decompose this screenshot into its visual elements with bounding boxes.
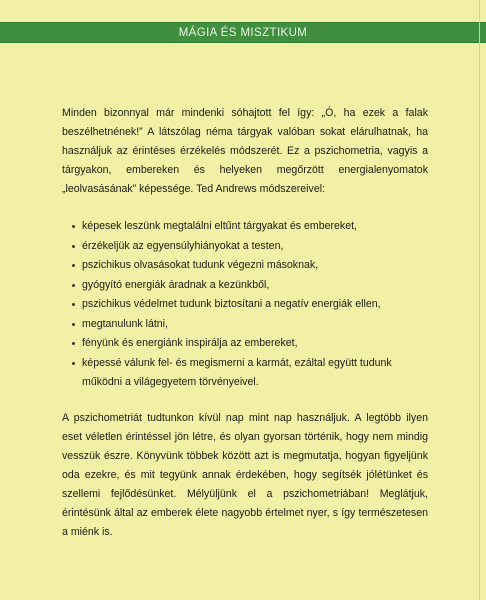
list-item-text: képesek leszünk megtalálni eltűnt tárgyakat és embereket, bbox=[82, 220, 357, 232]
page-edge bbox=[479, 0, 480, 600]
bullet-icon bbox=[72, 264, 75, 267]
list-item-text: gyógyító energiák áradnak a kezünkből, bbox=[82, 278, 270, 291]
list-item bbox=[72, 295, 428, 315]
bullet-icon bbox=[72, 284, 75, 287]
page-content bbox=[62, 104, 428, 542]
list-item bbox=[72, 217, 428, 237]
header-band bbox=[0, 22, 486, 43]
list-item-text: fényünk és energiánk inspirálja az embereket, bbox=[82, 337, 298, 349]
bullet-icon bbox=[72, 303, 75, 306]
bullet-icon bbox=[72, 225, 75, 228]
bullet-icon bbox=[72, 323, 75, 326]
list-item bbox=[72, 276, 428, 296]
bullet-icon bbox=[72, 342, 75, 345]
list-item-text: megtanulunk látni, bbox=[82, 317, 168, 330]
list-item bbox=[72, 237, 428, 257]
intro-paragraph: Minden bizonnyal már mindenki sóhajtott fel így: „Ó, ha ezek a falak beszélhetnének!” A látszólag néma tárgyak valóban sokat elárulhatnak, ha használjuk az érintéses érzékelés módszerét. Ez a pszichometria, vagyis a tárgyakon, embereken és helyeken megőrzött energialenyomatok „leolvasásának” képessége. Ted Andrews módszereivel: bbox=[62, 107, 428, 195]
list-item bbox=[72, 334, 428, 354]
list-item bbox=[72, 354, 428, 393]
list-item-text: pszichikus olvasásokat tudunk végezni másoknak, bbox=[82, 259, 319, 271]
list-item-text: pszichikus védelmet tudunk biztosítani a negatív energiák ellen, bbox=[82, 298, 381, 310]
list-item bbox=[72, 315, 428, 335]
list-item-text: érzékeljük az egyensúlyhiányokat a testen, bbox=[82, 239, 284, 252]
list-item bbox=[72, 256, 428, 276]
bullet-list bbox=[62, 217, 428, 393]
list-item-text: képessé válunk fel- és megismerni a karmát, ezáltal együtt tudunk működni a világegyetem törvényeivel. bbox=[82, 356, 392, 388]
outro-paragraph: A pszichometriát tudtunkon kívül nap mint nap használjuk. A legtöbb ilyen eset véletlen érintéssel jön létre, és olyan gyorsan történik, hogy nem mindig vesszük észre. Könyvünk többek között azt is megmutatja, hogyan figyeljünk oda ezekre, és mit tegyünk annak érdekében, hogy segítsék jólétünket és szellemi fejlődésünket. Mélyüljünk el a pszichometriában! Meglátjuk, érintésünk által az emberek élete nagyobb értelmet nyer, s így természetesen a miénk is. bbox=[62, 411, 428, 538]
section-title: MÁGIA ÉS MISZTIKUM bbox=[178, 26, 308, 39]
bullet-icon bbox=[72, 362, 75, 365]
bullet-icon bbox=[72, 245, 75, 248]
